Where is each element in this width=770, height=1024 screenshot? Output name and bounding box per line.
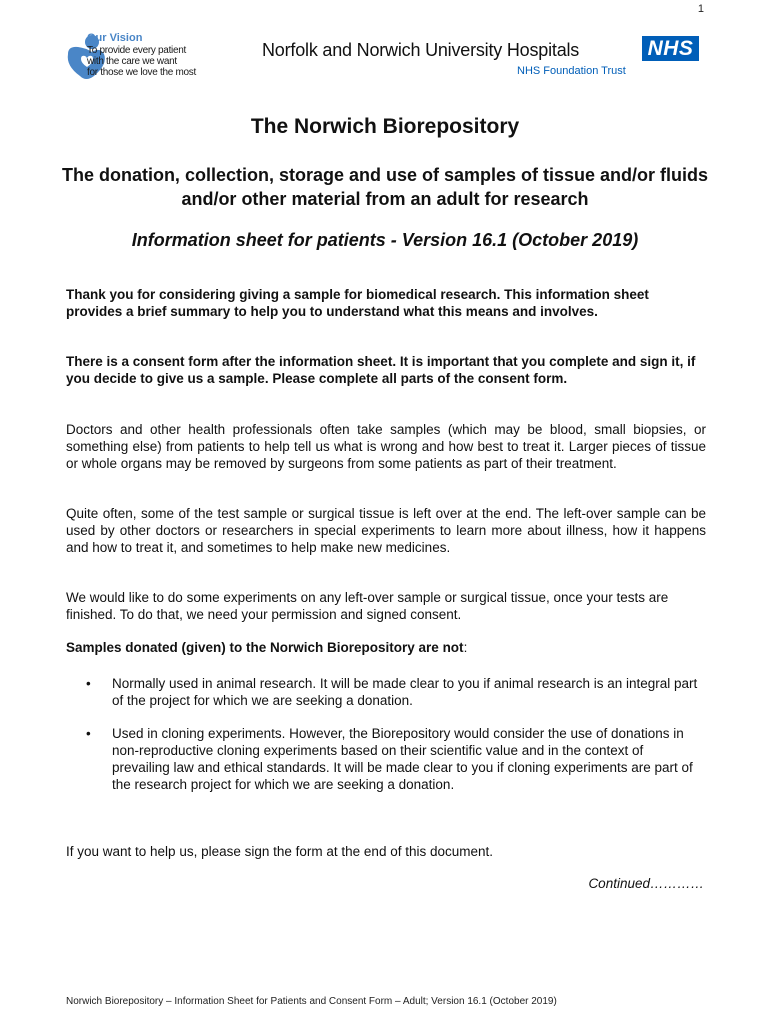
document-subtitle: The donation, collection, storage and use of samples of tissue and/or fluids and/or other material from an adult for research	[61, 165, 709, 209]
vision-title: Our Vision	[87, 32, 143, 44]
document-title: The Norwich Biorepository	[250, 115, 520, 138]
closing-paragraph: If you want to help us, please sign the form at the end of this document.	[66, 844, 494, 859]
consent-paragraph: There is a consent form after the information sheet. It is important that you complete and sign it, if you decide to give us a sample. Please complete all parts of the consent form.	[66, 354, 696, 386]
vision-line: To provide every patient	[87, 45, 186, 56]
body-paragraph: Doctors and other health professionals often take samples (which may be blood, small biopsies, or something else) from patients to help tell us what is wrong and how best to treat it. Larger pieces of tissue or whole organs may be removed by surgeons from some patients as part of their treatment.	[66, 422, 706, 471]
list-item-text: Used in cloning experiments. However, the Biorepository would consider the use of donations in non-reproductive cloning experiments based on their scientific value and in the context of prevailing law and ethical standards. It will be made clear to you if cloning experiments are part of the research project for which we are seeking a donation.	[112, 726, 693, 792]
heading-colon: :	[463, 640, 468, 655]
nhs-logo: NHS	[642, 36, 699, 61]
our-vision-logo	[64, 32, 244, 84]
body-paragraph: We would like to do some experiments on any left-over sample or surgical tissue, once your tests are finished. To do that, we need your permission and signed consent.	[66, 590, 669, 622]
page-number: 1	[697, 3, 704, 15]
page-footer: Norwich Biorepository – Information Sheet for Patients and Consent Form – Adult; Version 16.1 (October 2019)	[66, 996, 557, 1007]
body-paragraph: Quite often, some of the test sample or surgical tissue is left over at the end. The left-over sample can be used by other doctors or researchers in special experiments to learn more about illness, how it happens and how to treat it, and sometimes to help make new medicines.	[66, 506, 706, 555]
trust-subtitle: NHS Foundation Trust	[517, 65, 626, 77]
bullet-icon: •	[86, 676, 91, 691]
trust-name: Norfolk and Norwich University Hospitals	[262, 40, 580, 60]
not-used-heading	[66, 639, 706, 656]
intro-paragraph: Thank you for considering giving a sample for biomedical research. This information sheet provides a brief summary to help you to understand what this means and involves.	[66, 287, 649, 319]
list-item	[86, 725, 704, 793]
not-used-heading-text: Samples donated (given) to the Norwich Biorepository are not	[66, 640, 464, 655]
list-item	[86, 675, 704, 709]
info-sheet-version: Information sheet for patients - Version 16.1 (October 2019)	[131, 230, 639, 250]
bullet-icon: •	[86, 726, 91, 741]
vision-line: for those we love the most	[87, 67, 196, 78]
list-item-text: Normally used in animal research. It will be made clear to you if animal research is an integral part of the project for which we are seeking a donation.	[112, 676, 698, 708]
continued-note: Continued…………	[588, 876, 704, 891]
vision-line: with the care we want	[87, 56, 177, 67]
